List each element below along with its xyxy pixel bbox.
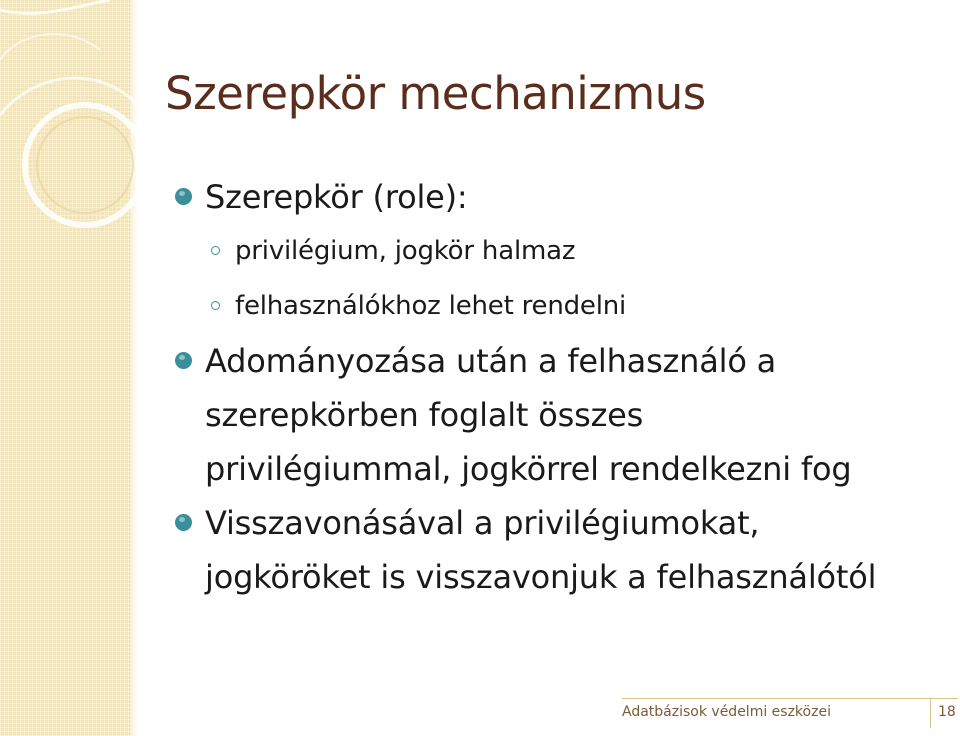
bullet-text-line: jogköröket is visszavonjuk a felhasználótól [205, 558, 877, 596]
subbullet-list [205, 224, 950, 334]
bullet-dot-icon [175, 514, 192, 531]
footer-divider [930, 698, 931, 728]
bullet-dot-icon [175, 352, 192, 369]
subbullet-item [235, 224, 960, 279]
bullet-text: Szerepkör (role): [205, 178, 468, 216]
bullet-text-line: Adományozása után a felhasználó a [205, 342, 777, 380]
decorative-swirl-graphic [0, 0, 200, 260]
bullet-text-line: privilégiummal, jogkörrel rendelkezni fog [205, 450, 852, 488]
subbullet-text: privilégium, jogkör halmaz [235, 236, 576, 266]
bullet-dot-icon [175, 188, 192, 205]
bullet-text-line: szerepkörben foglalt összes [205, 396, 644, 434]
slide-title: Szerepkör mechanizmus [165, 67, 706, 120]
bullet-item [205, 496, 950, 604]
bullet-text-line: Visszavonásával a privilégiumokat, [205, 504, 760, 542]
bullet-item [205, 170, 950, 334]
subbullet-text: felhasználókhoz lehet rendelni [235, 291, 627, 321]
page-number: 18 [938, 704, 956, 720]
subbullet-item [235, 279, 960, 334]
footer-text: Adatbázisok védelmi eszközei [622, 704, 831, 720]
footer-rule [622, 698, 958, 699]
hollow-circle-bullet-icon [211, 301, 220, 310]
bullet-list [205, 170, 950, 604]
hollow-circle-bullet-icon [211, 246, 220, 255]
bullet-item [205, 334, 950, 496]
